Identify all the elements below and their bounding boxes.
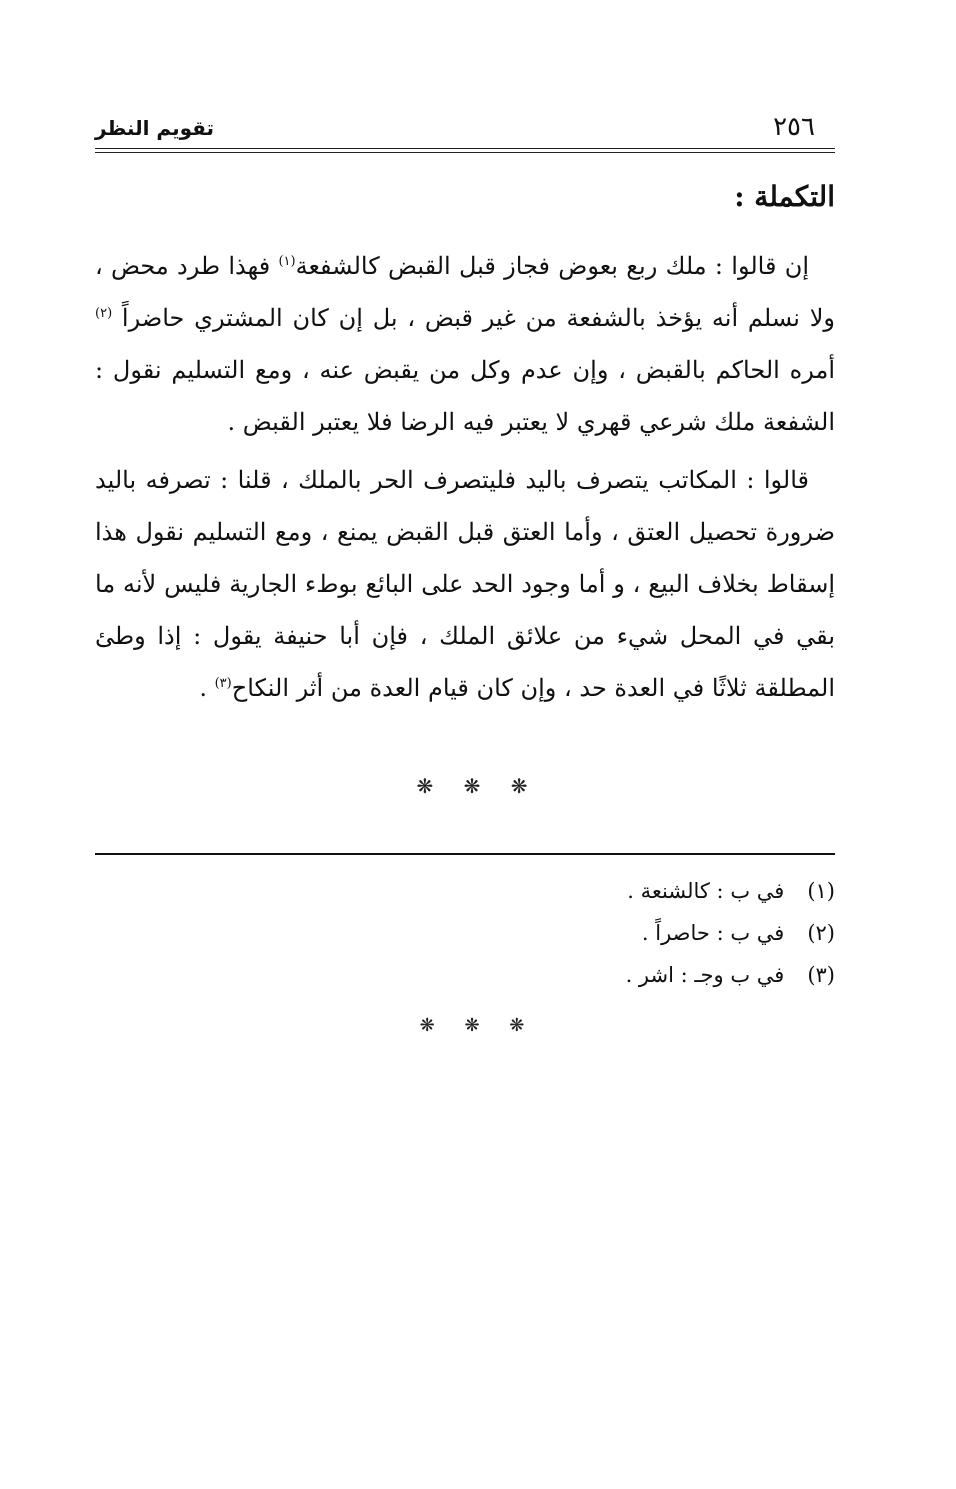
running-title: تقويم النظر [95,116,215,140]
section-separator: ❋ ❋ ❋ [416,774,540,798]
page-number: ٢٥٦ [773,112,815,142]
footnote-text: في ب : حاصراً . [641,921,785,945]
paragraph-2-text-b: . [199,674,215,702]
page-header [95,110,835,150]
footnote-item [626,954,835,996]
paragraph-1-text-a: إن قالوا : ملك ربع بعوض فجاز قبل القبض كالشفعة [295,252,810,280]
footnotes [626,870,835,996]
footnote-item [626,870,835,912]
footnote-number: (٣) [807,963,835,987]
header-rule-bottom [95,152,835,153]
footnote-ref-1: (١) [278,254,296,269]
paragraph-1-text-b: فهذا طرد محض ، ولا نسلم أنه يؤخذ بالشفعة من غير قبض ، بل إن كان المشتري حاضراً [95,252,836,332]
paragraph-1-text-c: أمره الحاكم بالقبض ، وإن عدم وكل من يقبض عنه ، ومع التسليم نقول : الشفعة ملك شرعي قهري لا يعتبر فيه الرضا فلا يعتبر القبض . [95,356,835,436]
paragraph-1 [95,240,835,448]
paragraph-2 [95,454,835,714]
footnote-text: في ب وجـ : اشر . [625,963,785,987]
footnote-ref-3: (٣) [214,676,232,691]
end-separator: ❋ ❋ ❋ [419,1015,537,1036]
paragraph-2-text-a: قالوا : المكاتب يتصرف باليد فليتصرف الحر بالملك ، قلنا : تصرفه باليد ضرورة تحصيل العتق ، وأما العتق قبل القبض يمنع ، ومع التسليم نقول هذا إسقاط بخلاف البيع ، و أما وجود الحد على البائع بوطء الجارية فليس لأنه ما بقي في المحل شيء من علائق الملك ، فإن أبا حنيفة يقول : إذا وطئ المطلقة ثلاثًا في العدة حد ، وإن كان قيام العدة من أثر النكاح [95,466,835,702]
footnote-item [626,912,835,954]
footnote-ref-2: (٢) [95,306,113,321]
footnote-text: في ب : كالشنعة . [627,879,785,903]
section-title: التكملة : [734,180,835,213]
header-rule-top [95,148,835,149]
footnote-number: (٢) [807,921,835,945]
footnote-number: (١) [807,879,835,903]
footnote-rule [95,853,835,855]
